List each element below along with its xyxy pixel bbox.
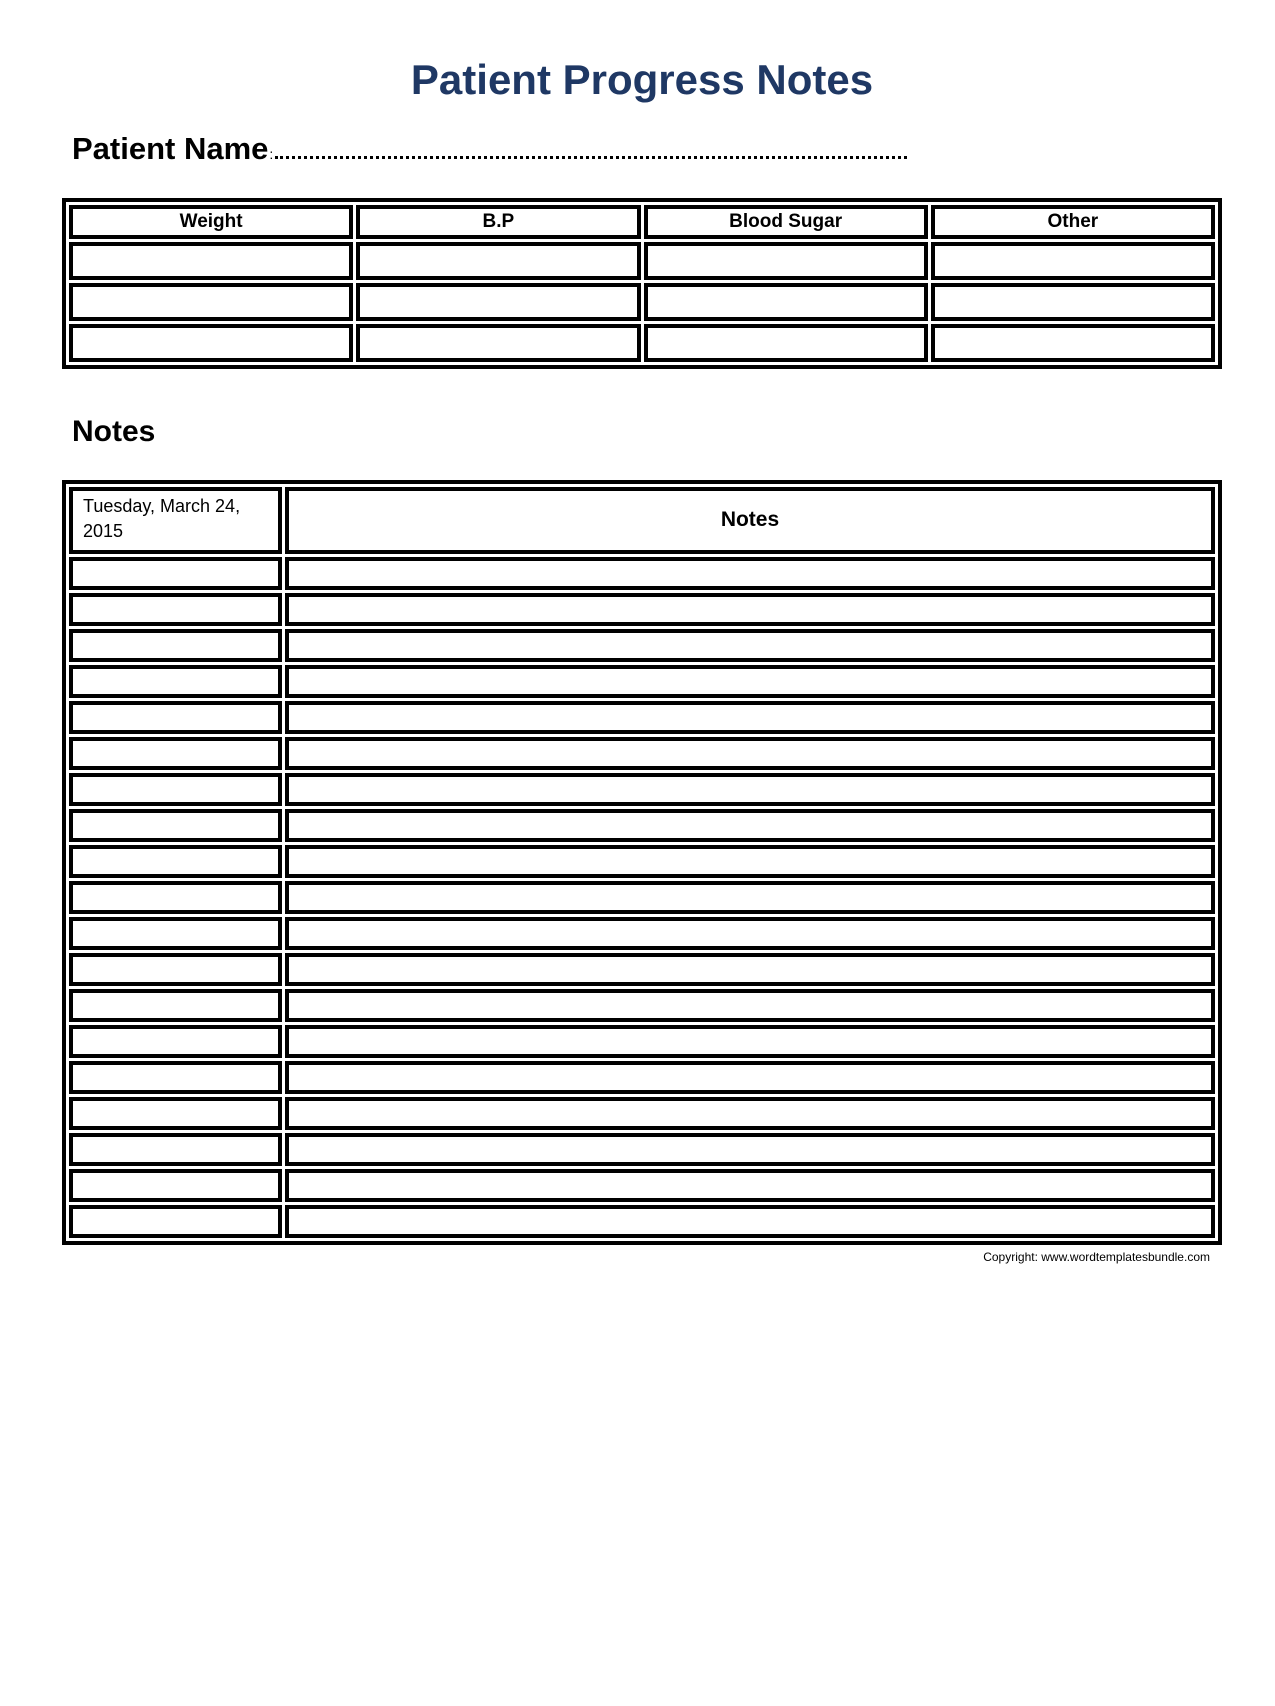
- notes-row-date-cell[interactable]: [69, 1169, 282, 1202]
- notes-row: [69, 665, 1215, 698]
- notes-row-date-cell[interactable]: [69, 953, 282, 986]
- notes-row-text-cell[interactable]: [285, 953, 1215, 986]
- notes-row: [69, 1169, 1215, 1202]
- notes-date-header-cell[interactable]: Tuesday, March 24, 2015: [69, 487, 282, 554]
- notes-row-date-cell[interactable]: [69, 665, 282, 698]
- notes-row-date-cell[interactable]: [69, 1205, 282, 1238]
- notes-header-row: [69, 487, 1215, 554]
- notes-row: [69, 773, 1215, 806]
- notes-row-text-cell[interactable]: [285, 989, 1215, 1022]
- vitals-entry-cell[interactable]: [644, 324, 928, 362]
- notes-row: [69, 1097, 1215, 1130]
- notes-column-header: Notes: [285, 487, 1215, 554]
- vitals-row: [69, 242, 1215, 280]
- vitals-entry-cell[interactable]: [931, 324, 1215, 362]
- patient-name-fill-line[interactable]: [275, 156, 907, 159]
- patient-name-colon: :: [269, 146, 274, 162]
- notes-row-text-cell[interactable]: [285, 701, 1215, 734]
- notes-row: [69, 989, 1215, 1022]
- notes-row: [69, 593, 1215, 626]
- notes-row: [69, 881, 1215, 914]
- notes-row: [69, 1205, 1215, 1238]
- patient-name-row: [72, 132, 1222, 166]
- notes-row-date-cell[interactable]: [69, 629, 282, 662]
- vitals-entry-cell[interactable]: [644, 242, 928, 280]
- notes-row: [69, 845, 1215, 878]
- notes-row-text-cell[interactable]: [285, 593, 1215, 626]
- notes-row-date-cell[interactable]: [69, 773, 282, 806]
- vitals-entry-cell[interactable]: [356, 242, 640, 280]
- vitals-entry-cell[interactable]: [356, 283, 640, 321]
- document-title: Patient Progress Notes: [410, 56, 874, 103]
- notes-row-text-cell[interactable]: [285, 737, 1215, 770]
- notes-row-text-cell[interactable]: [285, 773, 1215, 806]
- notes-row-date-cell[interactable]: [69, 557, 282, 590]
- notes-row-date-cell[interactable]: [69, 1133, 282, 1166]
- vitals-table: [62, 198, 1222, 369]
- vitals-entry-cell[interactable]: [644, 283, 928, 321]
- notes-row-text-cell[interactable]: [285, 845, 1215, 878]
- vitals-row: [69, 324, 1215, 362]
- notes-row: [69, 1061, 1215, 1094]
- vitals-header-weight: Weight: [69, 205, 353, 239]
- notes-row: [69, 701, 1215, 734]
- notes-row-text-cell[interactable]: [285, 1133, 1215, 1166]
- notes-row-text-cell[interactable]: [285, 557, 1215, 590]
- notes-row-date-cell[interactable]: [69, 845, 282, 878]
- vitals-entry-cell[interactable]: [931, 283, 1215, 321]
- notes-row-text-cell[interactable]: [285, 629, 1215, 662]
- notes-row: [69, 1025, 1215, 1058]
- notes-row: [69, 557, 1215, 590]
- notes-body: [69, 557, 1215, 1238]
- notes-row: [69, 629, 1215, 662]
- notes-row-text-cell[interactable]: [285, 1097, 1215, 1130]
- notes-row-date-cell[interactable]: [69, 1025, 282, 1058]
- vitals-header-blood-sugar: Blood Sugar: [644, 205, 928, 239]
- notes-row-text-cell[interactable]: [285, 1025, 1215, 1058]
- notes-row-date-cell[interactable]: [69, 701, 282, 734]
- vitals-row: [69, 283, 1215, 321]
- notes-row-date-cell[interactable]: [69, 989, 282, 1022]
- vitals-body: [69, 242, 1215, 362]
- patient-name-label: Patient Name: [72, 131, 269, 166]
- notes-section-heading: Notes: [72, 415, 156, 449]
- vitals-entry-cell[interactable]: [69, 242, 353, 280]
- notes-row-text-cell[interactable]: [285, 881, 1215, 914]
- notes-row-date-cell[interactable]: [69, 881, 282, 914]
- notes-row-text-cell[interactable]: [285, 1205, 1215, 1238]
- notes-row-text-cell[interactable]: [285, 1061, 1215, 1094]
- document-page: [0, 56, 1275, 1264]
- notes-table: [62, 480, 1222, 1245]
- vitals-entry-cell[interactable]: [931, 242, 1215, 280]
- copyright-text: Copyright: www.wordtemplatesbundle.com: [983, 1249, 1210, 1264]
- vitals-entry-cell[interactable]: [356, 324, 640, 362]
- notes-row-text-cell[interactable]: [285, 917, 1215, 950]
- vitals-header-row: [69, 205, 1215, 239]
- notes-row-date-cell[interactable]: [69, 593, 282, 626]
- vitals-entry-cell[interactable]: [69, 324, 353, 362]
- notes-row-text-cell[interactable]: [285, 1169, 1215, 1202]
- notes-row: [69, 1133, 1215, 1166]
- notes-row: [69, 737, 1215, 770]
- notes-row-date-cell[interactable]: [69, 1061, 282, 1094]
- notes-row: [69, 953, 1215, 986]
- vitals-entry-cell[interactable]: [69, 283, 353, 321]
- notes-row-date-cell[interactable]: [69, 917, 282, 950]
- notes-row: [69, 809, 1215, 842]
- notes-row: [69, 917, 1215, 950]
- notes-row-date-cell[interactable]: [69, 809, 282, 842]
- notes-row-date-cell[interactable]: [69, 737, 282, 770]
- notes-row-text-cell[interactable]: [285, 809, 1215, 842]
- vitals-header-b-p: B.P: [356, 205, 640, 239]
- notes-row-date-cell[interactable]: [69, 1097, 282, 1130]
- notes-row-text-cell[interactable]: [285, 665, 1215, 698]
- vitals-header-other: Other: [931, 205, 1215, 239]
